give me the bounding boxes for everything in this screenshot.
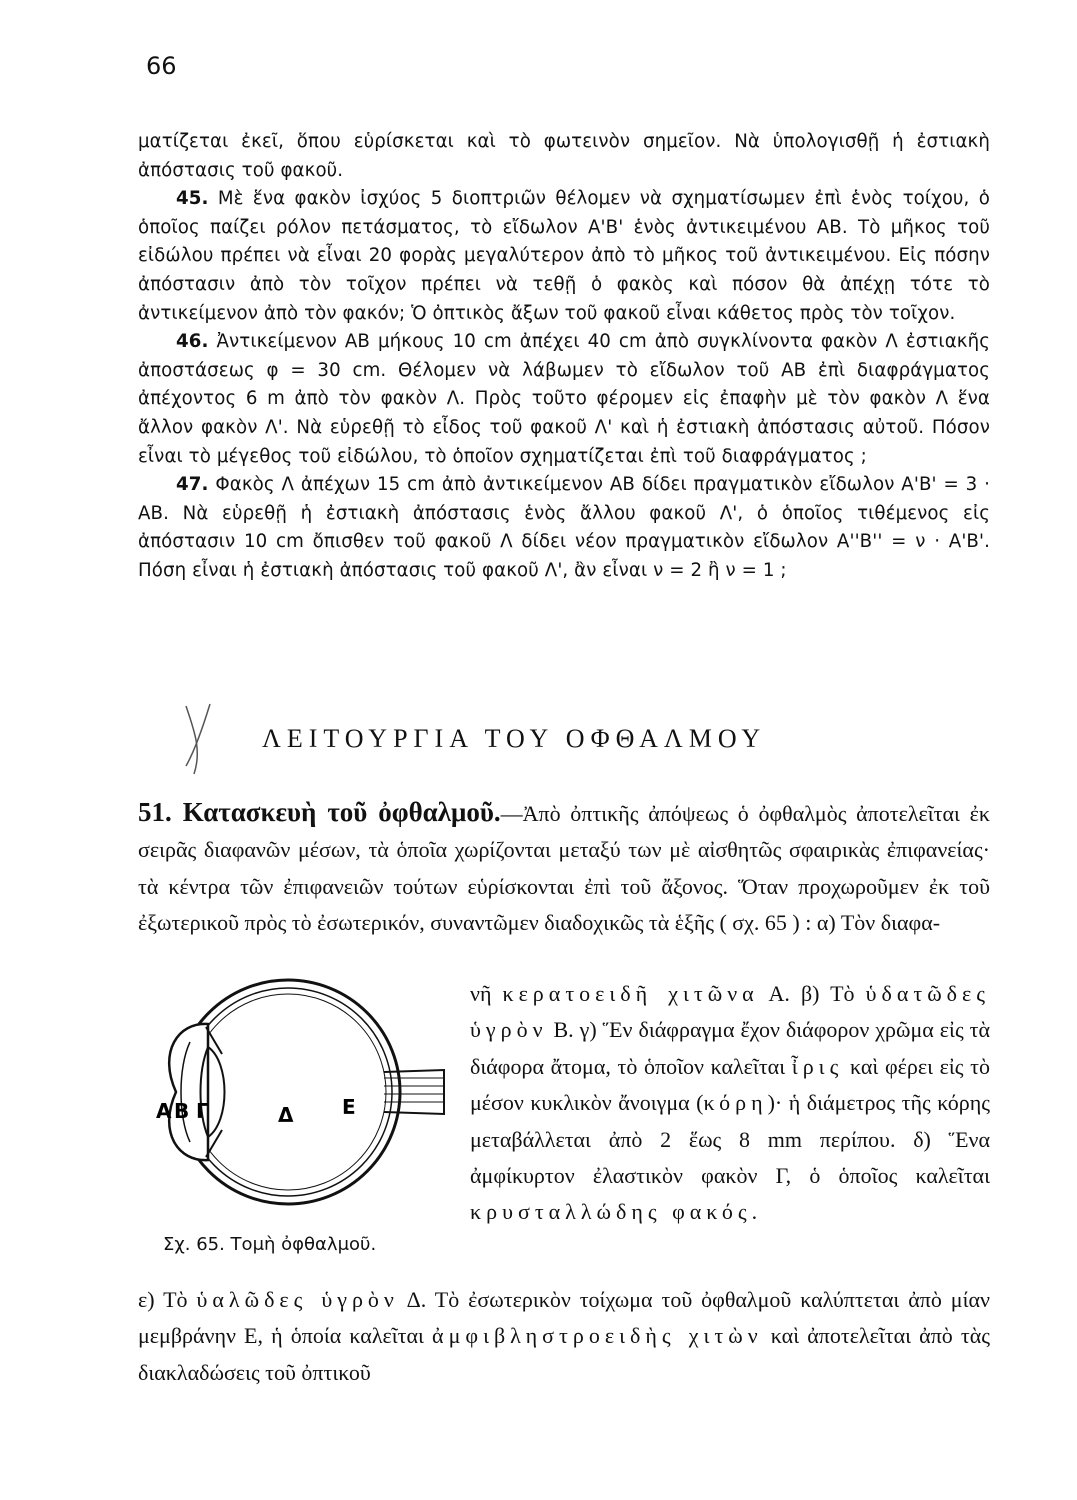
text-run: καὶ φέρει εἰς τὸ μέσον κυκλικὸν ἄνοιγμα ( <box>470 1053 991 1116</box>
label-d: Δ <box>278 1103 294 1127</box>
problem-45-number: 45. <box>176 188 209 210</box>
label-a: Α <box>156 1099 172 1123</box>
label-e: Ε <box>342 1095 356 1119</box>
term-retina: ἀμφιβληστροειδὴς χιτὼν <box>432 1323 763 1349</box>
term-pupil: κόρη <box>703 1090 768 1116</box>
figure-caption: Σχ. 65. Τομὴ ὀφθαλμοῦ. <box>163 1234 377 1255</box>
text-run: Δ. Τὸ ἐσωτερικὸν τοίχωμα τοῦ ὀφθαλμοῦ καλύπτεται ἀπὸ μίαν μεμβράνην Ε, ἡ ὁποία καλεῖται <box>138 1287 990 1349</box>
term-aqueous-humor: ὑδατῶδες ὑγρὸν <box>470 981 990 1043</box>
text-run: ε) Τὸ <box>138 1287 197 1312</box>
eye-diagram <box>138 972 448 1212</box>
text-run: Α. β) Τὸ <box>758 981 866 1006</box>
section-51-right-column <box>470 976 990 1231</box>
problem-47-text: Φακὸς Λ ἀπέχων 15 cm ἀπὸ ἀντικείμενον ΑΒ δίδει πραγματικὸν εἴδωλον Α'Β' = 3 · ΑΒ. Νὰ εὑρεθῇ ἡ ἐστιακὴ ἀπόστασις ἑνὸς ἄλλου φακοῦ Λ', ὁ ὁποῖος τιθέμενος εἰς ἀπόστασιν 10 cm ὄπισθεν τοῦ φακοῦ Λ δίδει νέον πραγματικὸν εἴδωλον Α''Β'' = ν · Α'Β'. Πόση εἶναι ἡ ἐστιακὴ ἀπόστασις τοῦ φακοῦ Λ', ἂν εἶναι ν = 2 ἢ ν = 1 ; <box>138 474 990 581</box>
problem-45 <box>138 185 990 328</box>
label-b: Β <box>174 1099 190 1123</box>
problem-intro: ματίζεται ἐκεῖ, ὅπου εὑρίσκεται καὶ τὸ φωτεινὸν σημεῖον. Νὰ ὑπολογισθῇ ἡ ἐστιακὴ ἀπόστασις τοῦ φακοῦ. <box>138 131 990 181</box>
term-crystalline-lens: κρυσταλλώδης φακός. <box>470 1199 763 1225</box>
problems-block <box>138 128 990 586</box>
problem-45-text: Μὲ ἕνα φακὸν ἰσχύος 5 διοπτριῶν θέλομεν νὰ σχηματίσωμεν ἐπὶ ἑνὸς τοίχου, ὁ ὁποῖος παίζει ρόλον πετάσματος, τὸ εἴδωλον Α'Β' ἑνὸς ἀντικειμένου ΑΒ. Τὸ μῆκος τοῦ εἰδώλου πρέπει νὰ εἶναι 20 φορὰς μεγαλύτερον ἀπὸ τὸ μῆκος τοῦ ἀντικειμένου. Εἰς πόσην ἀπόστασιν ἀπὸ τὸν τοῖχον πρέπει νὰ τεθῇ ὁ φακὸς καὶ πόσον θὰ ἀπέχῃ τότε τὸ ἀντικείμενον ἀπὸ τὸν φακόν; Ὁ ὀπτικὸς ἄξων τοῦ φακοῦ εἶναι κάθετος πρὸς τὸν τοῖχον. <box>138 188 990 324</box>
chapter-title: ΛΕΙΤΟΥΡΓΙΑ ΤΟΥ ΟΦΘΑΛΜΟΥ <box>262 724 767 753</box>
page-number: 66 <box>146 52 177 80</box>
term-cornea: κερατοειδῆ χιτῶνα <box>502 981 759 1006</box>
problem-46-text: Ἀντικείμενον ΑΒ μήκους 10 cm ἀπέχει 40 cm ἀπὸ συγκλίνοντα φακὸν Λ ἐστιακῆς ἀποστάσεως φ = 30 cm. Θέλομεν νὰ λάβωμεν τὸ εἴδωλον τοῦ ΑΒ ἐπὶ διαφράγματος ἀπέχοντος 6 m ἀπὸ τὸν φακὸν Λ. Πρὸς τοῦτο φέρομεν εἰς ἐπαφὴν μὲ τὸν φακὸν Λ ἕνα ἄλλον φακὸν Λ'. Νὰ εὑρεθῇ τὸ εἶδος τοῦ φακοῦ Λ' καὶ ἡ ἐστιακὴ ἀπόστασις αὐτοῦ. Πόσον εἶναι τὸ μέγεθος τοῦ εἰδώλου, τὸ ὁποῖον σχηματίζεται ἐπὶ τοῦ διαφράγματος ; <box>138 331 990 467</box>
problem-46-number: 46. <box>176 331 209 353</box>
text-run: νῆ <box>470 981 503 1006</box>
text-run: )· ἡ διάμετρος τῆς κόρης μεταβάλλεται ἀπὸ 2 ἕως 8 mm περίπου. δ) Ἕνα ἀμφίκυρτον ἐλαστικὸν φακὸν Γ, ὁ ὁποῖος καλεῖται <box>470 1090 990 1189</box>
text-run: Β. γ) Ἕν διάφραγμα ἔχον διάφορον χρῶμα εἰς τὰ διάφορα ἄτομα, τὸ ὁποῖον καλεῖται <box>470 1017 990 1079</box>
handwritten-x-mark <box>180 700 230 780</box>
term-vitreous-humor: ὑαλῶδες ὑγρὸν <box>196 1287 399 1312</box>
problem-46 <box>138 328 990 471</box>
section-51-body: —Ἀπὸ ὀπτικῆς ἀπόψεως ὁ ὀφθαλμὸς ἀποτελεῖται ἐκ σειρᾶς διαφανῶν μέσων, τὰ ὁποῖα χωρίζονται μεταξύ των μὲ αἰσθητῶς σφαιρικὰς ἐπιφανείας· τὰ κέντρα τῶν ἐπιφανειῶν τούτων εὑρίσκονται ἐπὶ τοῦ ἄξονος. Ὅταν προχωροῦμεν ἐκ τοῦ ἐξωτερικοῦ πρὸς τὸ ἐσωτερικόν, συναντῶμεν διαδοχικῶς τὰ ἑξῆς ( σχ. 65 ) : α) Τὸν διαφα- <box>138 801 990 936</box>
section-51-heading: 51. Κατασκευὴ τοῦ ὀφθαλμοῦ. <box>138 797 501 827</box>
label-g: Γ <box>196 1099 209 1123</box>
problem-47-number: 47. <box>176 474 209 496</box>
section-51-tail <box>138 1282 990 1391</box>
section-51-intro <box>138 794 990 942</box>
problem-47 <box>138 471 990 585</box>
eye-cross-section-figure <box>138 972 448 1212</box>
text-run: καὶ ἀποτελεῖται ἀπὸ τὰς διακλαδώσεις τοῦ ὀπτικοῦ <box>138 1323 991 1385</box>
term-iris: ἶρις <box>791 1053 844 1079</box>
